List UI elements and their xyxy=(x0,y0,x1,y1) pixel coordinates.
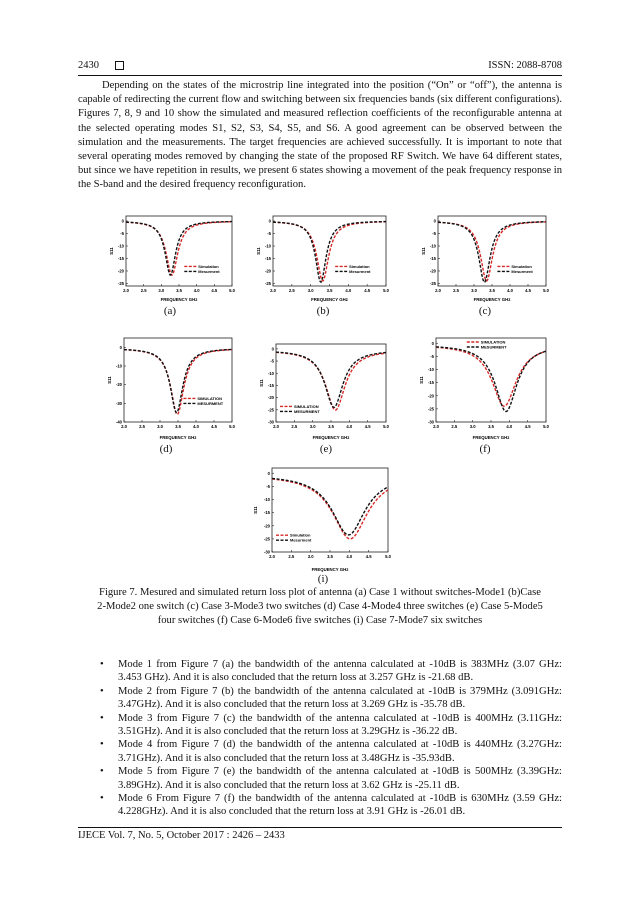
y-tick-label: 0 xyxy=(267,470,270,476)
legend-label: Mesurment xyxy=(511,268,533,274)
y-axis-label: S11 xyxy=(259,379,264,387)
x-tick-label: 3.0 xyxy=(157,424,163,429)
legend-label: MESURMENT xyxy=(480,344,507,350)
y-tick-label: -20 xyxy=(427,393,434,399)
legend-label: MESURMENT xyxy=(197,400,224,406)
x-tick-label: 5.0 xyxy=(383,424,389,429)
x-tick-label: 4.0 xyxy=(346,424,353,429)
y-tick-label: 0 xyxy=(119,344,122,350)
series-line-measurement xyxy=(436,344,546,412)
y-tick-label: 0 xyxy=(271,346,274,352)
x-tick-label: 5.0 xyxy=(543,424,549,429)
x-axis-label: FREQUENCY GHz xyxy=(472,435,510,440)
y-tick-label: -15 xyxy=(264,256,271,261)
panel-label-d: (d) xyxy=(159,443,173,455)
y-tick-label: -15 xyxy=(429,256,436,261)
y-tick-label: -20 xyxy=(263,523,270,529)
plot-frame xyxy=(126,216,232,286)
x-tick-label: 2.0 xyxy=(270,288,276,293)
footer-rule xyxy=(78,827,562,828)
x-tick-label: 5.0 xyxy=(543,288,549,293)
y-axis-label: S11 xyxy=(419,376,424,384)
x-axis-label: FREQUENCY GHz xyxy=(311,297,348,302)
x-axis-label: FREQUENCY GHz xyxy=(159,435,197,440)
legend-label: MESURMENT xyxy=(294,408,320,414)
chart-panel-b xyxy=(255,212,390,304)
x-tick-label: 5.0 xyxy=(385,554,391,559)
chart-panel-f xyxy=(418,334,550,442)
bullet-item: • Mode 3 from Figure 7 (c) the bandwidth of the antenna calculated at -10dB is 400MHz (3.11GHz: 3.51GHz). And it is also concluded that the return loss at 3.29GHz is -36.22 dB. xyxy=(100,712,562,739)
y-tick-label: -10 xyxy=(267,370,274,376)
y-tick-label: -20 xyxy=(429,268,436,274)
x-tick-label: 2.5 xyxy=(288,554,295,559)
y-tick-label: -5 xyxy=(267,231,271,236)
x-tick-label: 2.5 xyxy=(288,288,295,293)
chart-panel-e xyxy=(258,340,390,442)
x-tick-label: 2.5 xyxy=(140,288,147,293)
x-tick-label: 3.0 xyxy=(307,288,314,293)
y-tick-label: -30 xyxy=(115,400,122,406)
y-tick-label: -40 xyxy=(115,419,122,425)
x-tick-label: 2.0 xyxy=(269,554,275,559)
x-tick-label: 2.0 xyxy=(273,424,279,429)
x-tick-label: 2.0 xyxy=(433,424,439,429)
figure-caption: Figure 7. Mesured and simulated return loss plot of antenna (a) Case 1 without switches-Mode1 (b)Case 2-Mode2 one switch (c) Case 3-Mode3 two switches (d) Case 4-Mode4 three switches (e) Case 5-Mode5 four switches (f) Case 6-Mode6 five switches (i) Case 7-Mode7 six switches xyxy=(97,587,543,627)
y-tick-label: 0 xyxy=(268,218,271,224)
x-tick-label: 4.0 xyxy=(193,288,200,293)
x-tick-label: 3.0 xyxy=(309,424,316,429)
x-tick-label: 4.5 xyxy=(211,288,218,293)
x-tick-label: 4.5 xyxy=(364,288,371,293)
x-axis-label: FREQUENCY GHz xyxy=(473,297,511,302)
x-tick-label: 5.0 xyxy=(229,424,235,429)
y-tick-label: -10 xyxy=(264,243,271,249)
plot-frame xyxy=(276,344,386,422)
x-tick-label: 3.5 xyxy=(328,424,334,429)
y-axis-label: S11 xyxy=(107,376,112,384)
page-footer: IJECE Vol. 7, No. 5, October 2017 : 2426 – 2433 xyxy=(78,830,285,841)
chart-panel-a xyxy=(108,212,236,304)
panel-label-i: (i) xyxy=(317,573,329,585)
panel-label-f: (f) xyxy=(479,443,491,455)
x-tick-label: 2.5 xyxy=(291,424,298,429)
page-number: 2430 xyxy=(78,60,99,71)
panel-label-e: (e) xyxy=(319,443,333,455)
y-axis-label: S11 xyxy=(253,506,258,514)
x-tick-label: 3.5 xyxy=(488,424,494,429)
legend-label: Mesurment xyxy=(290,537,312,543)
y-tick-label: -25 xyxy=(264,281,271,286)
y-tick-label: -25 xyxy=(427,406,434,412)
y-tick-label: -20 xyxy=(115,382,122,388)
panel-label-a: (a) xyxy=(163,305,177,317)
issn: ISSN: 2088-8708 xyxy=(488,60,562,71)
y-tick-label: -25 xyxy=(117,281,124,286)
chart-panel-i xyxy=(252,464,392,574)
y-tick-label: -5 xyxy=(266,483,270,489)
y-axis-label: S11 xyxy=(421,247,426,255)
x-axis-label: FREQUENCY GHz xyxy=(312,435,350,440)
y-tick-label: -10 xyxy=(117,243,124,249)
y-tick-label: -20 xyxy=(267,395,274,401)
x-tick-label: 4.0 xyxy=(506,424,513,429)
bullet-item: • Mode 2 from Figure 7 (b) the bandwidth of the antenna calculated at -10dB is 379MHz (3.091GHz: 3.47GHz). And it is also concluded that the return loss at 3.269 GHz is -35.78 dB. xyxy=(100,685,562,712)
x-tick-label: 4.5 xyxy=(525,288,531,293)
x-tick-label: 3.5 xyxy=(326,288,333,293)
x-tick-label: 3.0 xyxy=(307,554,314,559)
series-line-simulation xyxy=(276,352,386,410)
x-tick-label: 3.5 xyxy=(489,288,495,293)
legend-label: SIMULATION xyxy=(480,339,506,345)
y-tick-label: 0 xyxy=(433,218,436,224)
y-tick-label: -30 xyxy=(267,419,274,425)
x-tick-label: 3.5 xyxy=(175,424,181,429)
x-tick-label: 3.0 xyxy=(158,288,165,293)
x-axis-label: FREQUENCY GHz xyxy=(160,297,198,302)
x-tick-label: 3.0 xyxy=(471,288,477,293)
y-tick-label: -20 xyxy=(264,268,271,274)
bullet-item: • Mode 6 From Figure 7 (f) the bandwidth of the antenna calculated at -10dB is 630MHz (3.59 GHz: 4.228GHz). And it is also concluded that the return loss at 3.91 GHz is -26.01 dB. xyxy=(100,792,562,819)
x-tick-label: 4.0 xyxy=(507,288,513,293)
x-tick-label: 2.0 xyxy=(123,288,129,293)
x-tick-label: 4.0 xyxy=(345,288,352,293)
x-tick-label: 4.0 xyxy=(193,424,199,429)
x-tick-label: 2.5 xyxy=(451,424,458,429)
y-tick-label: -30 xyxy=(263,549,270,555)
x-tick-label: 2.0 xyxy=(121,424,127,429)
y-tick-label: -15 xyxy=(263,510,270,516)
plot-frame xyxy=(438,216,546,286)
body-paragraph: Depending on the states of the microstrip line integrated into the position (“On” or “off”), the antenna is capable of redirecting the current flow and switching between six frequencies bands (six different configurations). Figures 7, 8, 9 and 10 show the simulated and measured reflection coefficients of the reconfigurable antenna at the selected operating modes S1, S2, S3, S4, S5, and S6. A good agreement can be observed between the simulation and the measurements. The target frequencies are achieved successfully. It is important to note that several operating modes removed by changing the state of the proposed RF Switch. We have 64 different states, but since we have repetition in results, we present 6 states showing a movement of the peak frequency response in the S-band and the desired frequency reconfiguration. xyxy=(78,80,562,191)
legend-label: Simulation xyxy=(290,532,311,538)
legend-label: Simulation xyxy=(198,263,219,269)
y-tick-label: 0 xyxy=(121,218,124,224)
legend-label: Simulation xyxy=(349,263,370,269)
x-tick-label: 3.5 xyxy=(176,288,182,293)
y-tick-label: -10 xyxy=(427,367,434,372)
page-header xyxy=(78,60,562,71)
y-axis-label: S11 xyxy=(256,247,261,255)
x-tick-label: 2.5 xyxy=(453,288,459,293)
x-tick-label: 2.0 xyxy=(435,288,441,293)
panel-label-b: (b) xyxy=(316,305,330,317)
series-line-measurement xyxy=(276,352,386,407)
x-tick-label: 2.5 xyxy=(139,424,145,429)
y-tick-label: -30 xyxy=(427,419,434,425)
legend-label: Simulation xyxy=(511,263,532,269)
chart-panel-d xyxy=(106,334,236,442)
y-tick-label: -5 xyxy=(120,231,124,236)
bullet-item: • Mode 5 from Figure 7 (e) the bandwidth of the antenna calculated at -10dB is 500MHz (3.39GHz: 3.89GHz). And it is also concluded that the return loss at 3.62 GHz is -25.11 dB. xyxy=(100,765,562,792)
y-tick-label: -20 xyxy=(117,268,124,274)
panel-label-c: (c) xyxy=(478,305,492,317)
legend-label: SIMULATION xyxy=(197,395,222,401)
x-tick-label: 4.5 xyxy=(365,554,372,559)
x-tick-label: 5.0 xyxy=(229,288,235,293)
legend-label: Mesurment xyxy=(349,268,371,274)
legend-label: SIMULATION xyxy=(294,403,319,409)
y-tick-label: -25 xyxy=(267,407,274,413)
y-tick-label: -10 xyxy=(263,497,270,502)
y-axis-label: S11 xyxy=(109,247,114,255)
x-tick-label: 3.0 xyxy=(469,424,476,429)
y-tick-label: -5 xyxy=(270,358,274,364)
x-tick-label: 4.0 xyxy=(346,554,353,559)
bullet-list xyxy=(100,658,562,819)
x-tick-label: 4.5 xyxy=(524,424,531,429)
x-tick-label: 4.5 xyxy=(364,424,371,429)
x-tick-label: 3.5 xyxy=(327,554,333,559)
y-tick-label: -10 xyxy=(429,243,436,249)
header-rule xyxy=(78,75,562,76)
bullet-item: • Mode 4 from Figure 7 (d) the bandwidth of the antenna calculated at -10dB is 440MHz (3.27GHz: 3.71GHz). And it is also concluded that the return loss at 3.48GHz is -35.93dB. xyxy=(100,738,562,765)
y-tick-label: 0 xyxy=(431,340,434,346)
x-tick-label: 4.5 xyxy=(211,424,217,429)
y-tick-label: -15 xyxy=(117,256,124,261)
x-tick-label: 5.0 xyxy=(383,288,389,293)
chart-panel-c xyxy=(420,212,550,304)
series-line-simulation xyxy=(436,344,546,406)
y-tick-label: -15 xyxy=(427,380,434,386)
series-line-simulation xyxy=(272,479,388,539)
y-tick-label: -25 xyxy=(429,281,436,286)
y-tick-label: -5 xyxy=(430,353,434,359)
y-tick-label: -15 xyxy=(267,382,274,388)
legend-label: Mesurment xyxy=(198,268,220,274)
bullet-item: • Mode 1 from Figure 7 (a) the bandwidth of the antenna calculated at -10dB is 383MHz (3.07 GHz: 3.453 GHz). And it is also concluded that the return loss at 3.257 GHz is -21.68 dB. xyxy=(100,658,562,685)
x-axis-label: FREQUENCY GHz xyxy=(311,567,349,572)
y-tick-label: -5 xyxy=(432,231,436,236)
y-tick-label: -25 xyxy=(263,536,270,542)
square-icon xyxy=(115,61,124,70)
y-tick-label: -10 xyxy=(115,363,122,369)
